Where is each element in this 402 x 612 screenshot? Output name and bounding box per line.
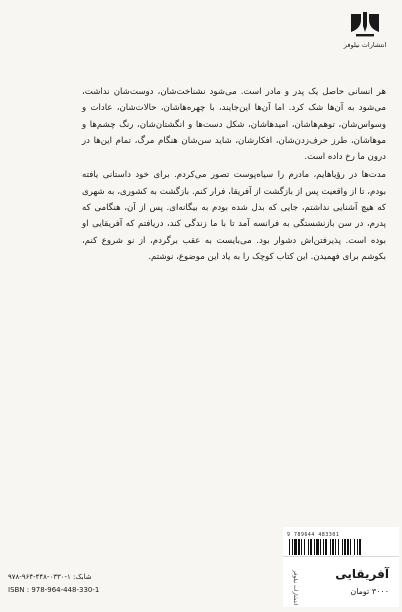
price-tag-price: ۳۰۰۰ تومان [350, 587, 389, 596]
blurb-text [82, 84, 386, 265]
barcode-bar [298, 539, 300, 555]
barcode-bar [342, 539, 343, 555]
barcode-bar [357, 539, 358, 555]
barcode-bar [347, 539, 349, 555]
barcode-bar [338, 539, 339, 555]
price-tag [283, 556, 399, 607]
publisher-name: انتشارات نیلوفر [343, 41, 387, 49]
barcode-bar [289, 539, 290, 555]
barcode-bar [316, 539, 319, 555]
price-tag-title: آفریقایی [335, 567, 389, 581]
publisher-logo [336, 10, 394, 56]
isbn-persian: شابک: ۱-۰۳۳۰-۴۴۸-۹۶۴-۹۷۸ [8, 573, 92, 581]
isbn-latin: ISBN : 978-964-448-330-1 [8, 586, 100, 594]
barcode-bar [330, 539, 331, 555]
barcode-bar [354, 539, 355, 555]
barcode-bar [335, 539, 336, 555]
blurb-paragraph-1: هر انسانی حاصل یک پدر و مادر است. می‌شود نشناخت‌شان، دوست‌شان نداشت، می‌شود به آن‌ها شک کرد. اما آن‌ها این‌جایند، با چهره‌هاشان، حالات‌شان، عادات و وسواس‌شان، توهم‌هاشان، امیدهاشان، شکل دست‌ها و انگشتان‌شان، رنگ چشم‌ها و موهاشان، طرز حرف‌زدن‌شان، افکارشان، شاید سن‌شان هنگام مرگ، تمام این‌ها در درون ما رخ داده است. [82, 87, 386, 163]
barcode-bar [332, 539, 334, 555]
barcode-bar [301, 539, 302, 555]
barcode-bar [310, 539, 312, 555]
isbn-block [8, 571, 158, 597]
barcode-bar [320, 539, 321, 555]
barcode-digits: 9 789644 483301 [287, 533, 340, 538]
blurb-paragraph-2: مدت‌ها در رؤیاهایم، مادرم را سیاه‌پوست تصور می‌کردم. برای خود داستانی یافته بودم، تا از واقعیت پس از بازگشت از آفریقا، فرار کنم. بازگشت به کشوری، به شهری که هیچ آشنایی نداشتم، جایی که بدل شده بودم به بیگانه‌ای. پس از آن، هنگامی که پدرم، در سن بازنشستگی به فرانسه آمد تا با ما زندگی کند، دریافتم که آفریقایی او بوده است. پذیرفتن‌اش دشوار بود. می‌بایست به عقب برگردم، از نو شروع کنم، بکوشم برای فهمیدن. این کتاب کوچک را به یاد این موضوع، نوشتم. [82, 170, 386, 262]
barcode-bar [350, 539, 351, 555]
barcode-bar [292, 539, 293, 555]
barcode-bars [283, 527, 399, 557]
nilufar-logo-icon [348, 10, 382, 40]
barcode-bar [294, 539, 297, 555]
barcode-bar [344, 539, 346, 555]
barcode-bar [325, 539, 327, 555]
barcode-bar [314, 539, 315, 555]
barcode-bar [304, 539, 305, 555]
barcode-bar [308, 539, 309, 555]
price-tag-publisher: انتشارات نیلوفر [292, 569, 298, 605]
barcode-bar [359, 539, 361, 555]
barcode-bar [323, 539, 324, 555]
